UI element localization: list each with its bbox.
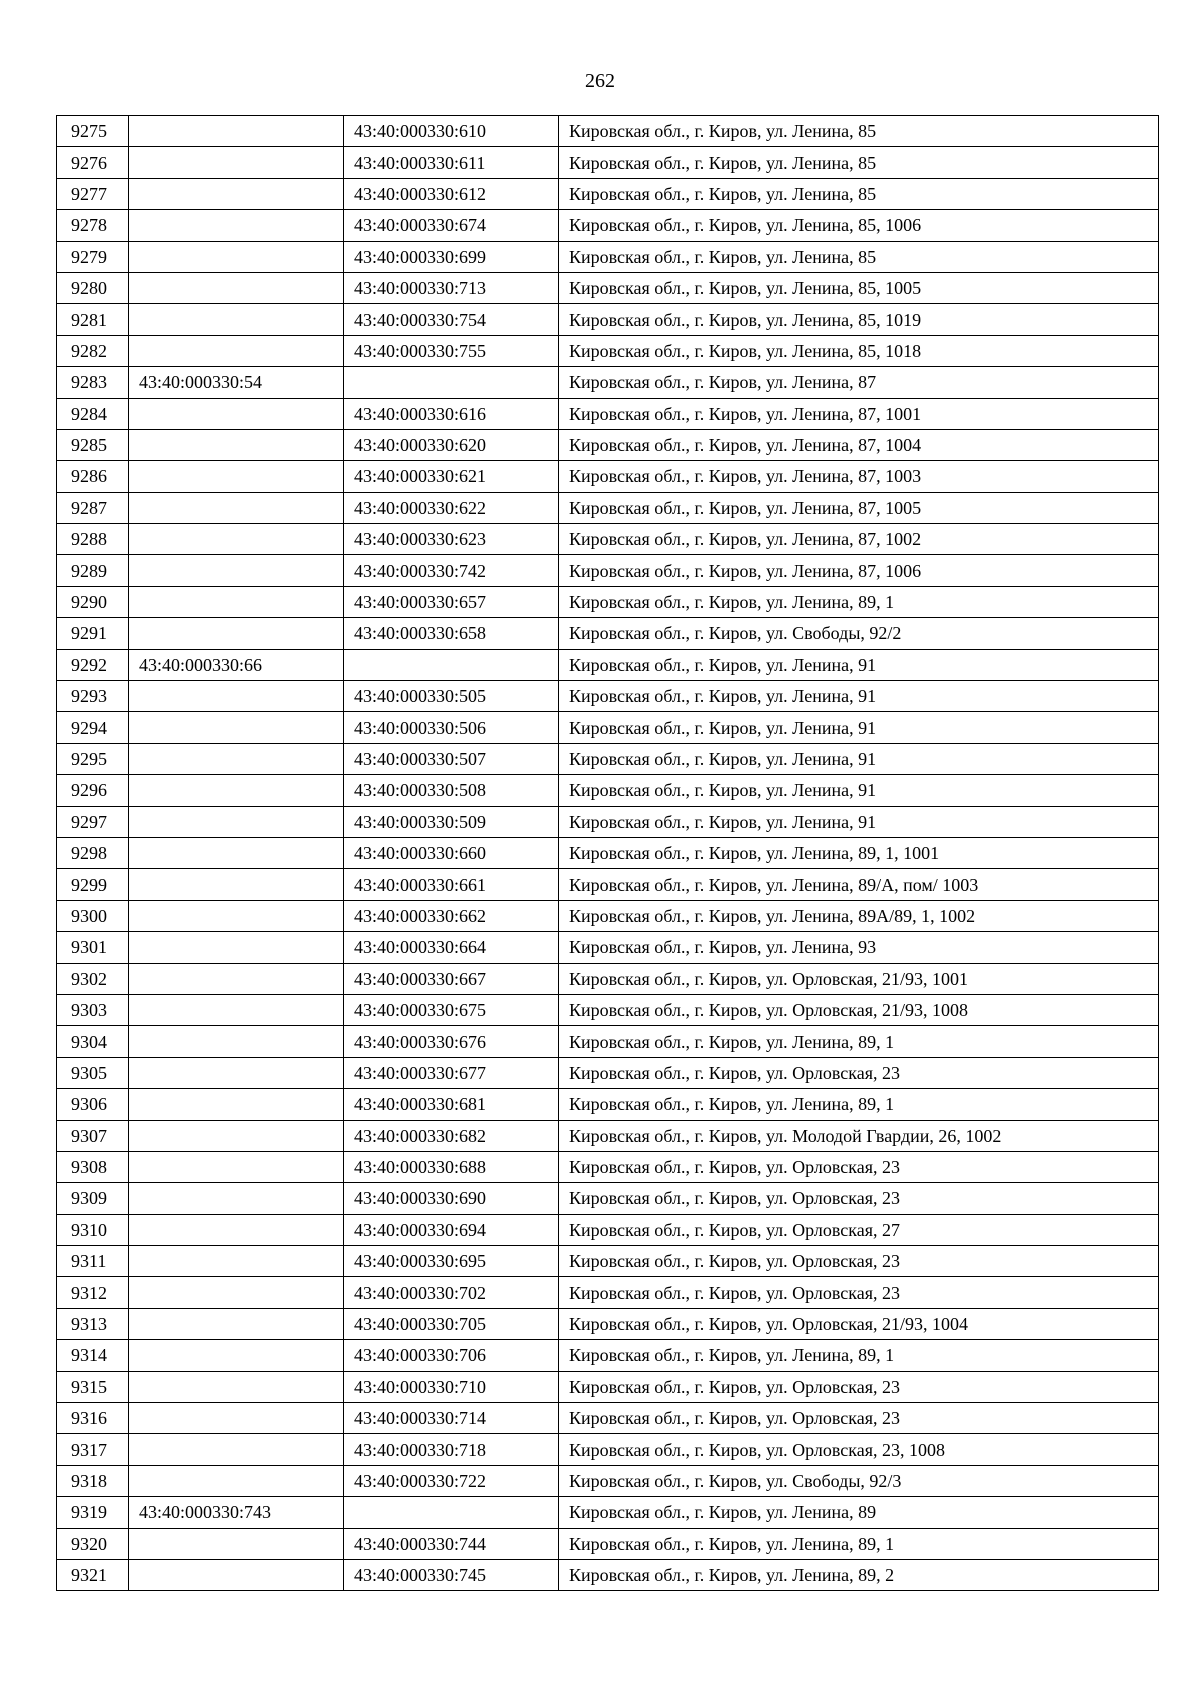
table-row <box>57 1465 1159 1496</box>
land-parcel-number-cell <box>129 1528 344 1559</box>
row-number-cell: 9286 <box>57 461 129 492</box>
object-cadastral-number-cell: 43:40:000330:623 <box>344 524 559 555</box>
object-cadastral-number-cell: 43:40:000330:611 <box>344 147 559 178</box>
table-row <box>57 618 1159 649</box>
land-parcel-number-cell <box>129 900 344 931</box>
table-row <box>57 461 1159 492</box>
table-row <box>57 963 1159 994</box>
address-cell: Кировская обл., г. Киров, ул. Орловская, 23 <box>559 1151 1159 1182</box>
address-cell: Кировская обл., г. Киров, ул. Орловская, 23 <box>559 1277 1159 1308</box>
land-parcel-number-cell <box>129 837 344 868</box>
land-parcel-number-cell <box>129 429 344 460</box>
object-cadastral-number-cell: 43:40:000330:622 <box>344 492 559 523</box>
land-parcel-number-cell <box>129 618 344 649</box>
address-cell: Кировская обл., г. Киров, ул. Ленина, 85, 1006 <box>559 210 1159 241</box>
land-parcel-number-cell <box>129 210 344 241</box>
address-cell: Кировская обл., г. Киров, ул. Ленина, 87, 1004 <box>559 429 1159 460</box>
table-row <box>57 1151 1159 1182</box>
row-number-cell: 9315 <box>57 1371 129 1402</box>
address-cell: Кировская обл., г. Киров, ул. Молодой Гвардии, 26, 1002 <box>559 1120 1159 1151</box>
table-row <box>57 1277 1159 1308</box>
row-number-cell: 9294 <box>57 712 129 743</box>
land-parcel-number-cell <box>129 1151 344 1182</box>
table-row <box>57 1434 1159 1465</box>
land-parcel-number-cell <box>129 1371 344 1402</box>
row-number-cell: 9306 <box>57 1089 129 1120</box>
table-row <box>57 241 1159 272</box>
object-cadastral-number-cell: 43:40:000330:507 <box>344 743 559 774</box>
land-parcel-number-cell <box>129 1434 344 1465</box>
row-number-cell: 9279 <box>57 241 129 272</box>
object-cadastral-number-cell: 43:40:000330:612 <box>344 178 559 209</box>
row-number-cell: 9308 <box>57 1151 129 1182</box>
land-parcel-number-cell <box>129 1246 344 1277</box>
land-parcel-number-cell <box>129 806 344 837</box>
land-parcel-number-cell <box>129 492 344 523</box>
row-number-cell: 9304 <box>57 1026 129 1057</box>
land-parcel-number-cell <box>129 586 344 617</box>
object-cadastral-number-cell: 43:40:000330:681 <box>344 1089 559 1120</box>
object-cadastral-number-cell: 43:40:000330:705 <box>344 1308 559 1339</box>
row-number-cell: 9293 <box>57 681 129 712</box>
address-cell: Кировская обл., г. Киров, ул. Орловская, 23 <box>559 1246 1159 1277</box>
object-cadastral-number-cell: 43:40:000330:755 <box>344 335 559 366</box>
table-row <box>57 806 1159 837</box>
row-number-cell: 9289 <box>57 555 129 586</box>
address-cell: Кировская обл., г. Киров, ул. Орловская, 21/93, 1001 <box>559 963 1159 994</box>
object-cadastral-number-cell: 43:40:000330:742 <box>344 555 559 586</box>
address-cell: Кировская обл., г. Киров, ул. Ленина, 91 <box>559 649 1159 680</box>
object-cadastral-number-cell: 43:40:000330:718 <box>344 1434 559 1465</box>
address-cell: Кировская обл., г. Киров, ул. Ленина, 85 <box>559 241 1159 272</box>
object-cadastral-number-cell: 43:40:000330:610 <box>344 116 559 147</box>
address-cell: Кировская обл., г. Киров, ул. Орловская, 21/93, 1008 <box>559 994 1159 1025</box>
object-cadastral-number-cell: 43:40:000330:694 <box>344 1214 559 1245</box>
table-row <box>57 900 1159 931</box>
land-parcel-number-cell <box>129 1089 344 1120</box>
row-number-cell: 9284 <box>57 398 129 429</box>
object-cadastral-number-cell: 43:40:000330:508 <box>344 775 559 806</box>
table-row <box>57 524 1159 555</box>
address-cell: Кировская обл., г. Киров, ул. Ленина, 91 <box>559 712 1159 743</box>
page-number: 262 <box>585 70 615 92</box>
object-cadastral-number-cell: 43:40:000330:505 <box>344 681 559 712</box>
row-number-cell: 9309 <box>57 1183 129 1214</box>
address-cell: Кировская обл., г. Киров, ул. Орловская, 23, 1008 <box>559 1434 1159 1465</box>
land-parcel-number-cell <box>129 743 344 774</box>
object-cadastral-number-cell: 43:40:000330:509 <box>344 806 559 837</box>
land-parcel-number-cell: 43:40:000330:66 <box>129 649 344 680</box>
land-parcel-number-cell <box>129 712 344 743</box>
land-parcel-number-cell <box>129 116 344 147</box>
land-parcel-number-cell <box>129 1120 344 1151</box>
table-row <box>57 712 1159 743</box>
object-cadastral-number-cell: 43:40:000330:713 <box>344 272 559 303</box>
table-row <box>57 1528 1159 1559</box>
land-parcel-number-cell <box>129 524 344 555</box>
row-number-cell: 9301 <box>57 932 129 963</box>
land-parcel-number-cell: 43:40:000330:743 <box>129 1497 344 1528</box>
row-number-cell: 9285 <box>57 429 129 460</box>
row-number-cell: 9290 <box>57 586 129 617</box>
address-cell: Кировская обл., г. Киров, ул. Ленина, 91 <box>559 775 1159 806</box>
address-cell: Кировская обл., г. Киров, ул. Ленина, 89А/89, 1, 1002 <box>559 900 1159 931</box>
row-number-cell: 9277 <box>57 178 129 209</box>
table-row <box>57 681 1159 712</box>
table-row <box>57 1308 1159 1339</box>
registry-table <box>56 115 1159 1591</box>
object-cadastral-number-cell <box>344 367 559 398</box>
object-cadastral-number-cell: 43:40:000330:699 <box>344 241 559 272</box>
table-row <box>57 304 1159 335</box>
table-row <box>57 1403 1159 1434</box>
land-parcel-number-cell <box>129 335 344 366</box>
object-cadastral-number-cell: 43:40:000330:745 <box>344 1559 559 1590</box>
address-cell: Кировская обл., г. Киров, ул. Ленина, 87, 1001 <box>559 398 1159 429</box>
row-number-cell: 9295 <box>57 743 129 774</box>
row-number-cell: 9311 <box>57 1246 129 1277</box>
address-cell: Кировская обл., г. Киров, ул. Ленина, 89, 1 <box>559 1528 1159 1559</box>
land-parcel-number-cell <box>129 1340 344 1371</box>
row-number-cell: 9281 <box>57 304 129 335</box>
table-row <box>57 367 1159 398</box>
address-cell: Кировская обл., г. Киров, ул. Орловская, 27 <box>559 1214 1159 1245</box>
address-cell: Кировская обл., г. Киров, ул. Ленина, 89, 1, 1001 <box>559 837 1159 868</box>
address-cell: Кировская обл., г. Киров, ул. Свободы, 92/3 <box>559 1465 1159 1496</box>
land-parcel-number-cell <box>129 272 344 303</box>
land-parcel-number-cell <box>129 398 344 429</box>
land-parcel-number-cell <box>129 1559 344 1590</box>
row-number-cell: 9297 <box>57 806 129 837</box>
address-cell: Кировская обл., г. Киров, ул. Орловская, 23 <box>559 1057 1159 1088</box>
address-cell: Кировская обл., г. Киров, ул. Ленина, 89 <box>559 1497 1159 1528</box>
object-cadastral-number-cell: 43:40:000330:674 <box>344 210 559 241</box>
address-cell: Кировская обл., г. Киров, ул. Орловская, 23 <box>559 1403 1159 1434</box>
address-cell: Кировская обл., г. Киров, ул. Ленина, 91 <box>559 743 1159 774</box>
table-row <box>57 1089 1159 1120</box>
table-row <box>57 837 1159 868</box>
land-parcel-number-cell <box>129 1277 344 1308</box>
object-cadastral-number-cell: 43:40:000330:744 <box>344 1528 559 1559</box>
table-row <box>57 272 1159 303</box>
registry-table-body <box>57 116 1159 1591</box>
address-cell: Кировская обл., г. Киров, ул. Ленина, 91 <box>559 806 1159 837</box>
object-cadastral-number-cell: 43:40:000330:664 <box>344 932 559 963</box>
land-parcel-number-cell <box>129 1183 344 1214</box>
row-number-cell: 9299 <box>57 869 129 900</box>
object-cadastral-number-cell <box>344 1497 559 1528</box>
land-parcel-number-cell <box>129 775 344 806</box>
table-row <box>57 1026 1159 1057</box>
table-row <box>57 932 1159 963</box>
land-parcel-number-cell <box>129 555 344 586</box>
object-cadastral-number-cell: 43:40:000330:714 <box>344 1403 559 1434</box>
land-parcel-number-cell <box>129 1214 344 1245</box>
land-parcel-number-cell <box>129 963 344 994</box>
address-cell: Кировская обл., г. Киров, ул. Орловская, 23 <box>559 1183 1159 1214</box>
address-cell: Кировская обл., г. Киров, ул. Ленина, 85 <box>559 178 1159 209</box>
row-number-cell: 9321 <box>57 1559 129 1590</box>
land-parcel-number-cell <box>129 461 344 492</box>
table-row <box>57 994 1159 1025</box>
row-number-cell: 9296 <box>57 775 129 806</box>
row-number-cell: 9314 <box>57 1340 129 1371</box>
row-number-cell: 9287 <box>57 492 129 523</box>
table-row <box>57 398 1159 429</box>
object-cadastral-number-cell: 43:40:000330:754 <box>344 304 559 335</box>
row-number-cell: 9282 <box>57 335 129 366</box>
object-cadastral-number-cell: 43:40:000330:506 <box>344 712 559 743</box>
table-row <box>57 210 1159 241</box>
table-row <box>57 492 1159 523</box>
object-cadastral-number-cell: 43:40:000330:682 <box>344 1120 559 1151</box>
land-parcel-number-cell <box>129 1057 344 1088</box>
row-number-cell: 9302 <box>57 963 129 994</box>
table-row <box>57 1340 1159 1371</box>
object-cadastral-number-cell: 43:40:000330:677 <box>344 1057 559 1088</box>
land-parcel-number-cell <box>129 241 344 272</box>
object-cadastral-number-cell: 43:40:000330:661 <box>344 869 559 900</box>
object-cadastral-number-cell: 43:40:000330:620 <box>344 429 559 460</box>
address-cell: Кировская обл., г. Киров, ул. Ленина, 89, 1 <box>559 1026 1159 1057</box>
table-row <box>57 1183 1159 1214</box>
row-number-cell: 9305 <box>57 1057 129 1088</box>
row-number-cell: 9317 <box>57 1434 129 1465</box>
table-row <box>57 116 1159 147</box>
row-number-cell: 9303 <box>57 994 129 1025</box>
row-number-cell: 9283 <box>57 367 129 398</box>
row-number-cell: 9280 <box>57 272 129 303</box>
table-row <box>57 1246 1159 1277</box>
land-parcel-number-cell <box>129 147 344 178</box>
table-row <box>57 775 1159 806</box>
address-cell: Кировская обл., г. Киров, ул. Ленина, 85 <box>559 147 1159 178</box>
table-row <box>57 555 1159 586</box>
land-parcel-number-cell <box>129 178 344 209</box>
row-number-cell: 9312 <box>57 1277 129 1308</box>
row-number-cell: 9276 <box>57 147 129 178</box>
land-parcel-number-cell <box>129 304 344 335</box>
object-cadastral-number-cell: 43:40:000330:695 <box>344 1246 559 1277</box>
address-cell: Кировская обл., г. Киров, ул. Свободы, 92/2 <box>559 618 1159 649</box>
row-number-cell: 9318 <box>57 1465 129 1496</box>
object-cadastral-number-cell: 43:40:000330:658 <box>344 618 559 649</box>
object-cadastral-number-cell: 43:40:000330:722 <box>344 1465 559 1496</box>
land-parcel-number-cell <box>129 681 344 712</box>
table-row <box>57 178 1159 209</box>
object-cadastral-number-cell: 43:40:000330:616 <box>344 398 559 429</box>
land-parcel-number-cell <box>129 994 344 1025</box>
table-row <box>57 743 1159 774</box>
table-row <box>57 429 1159 460</box>
row-number-cell: 9291 <box>57 618 129 649</box>
address-cell: Кировская обл., г. Киров, ул. Ленина, 89, 1 <box>559 1340 1159 1371</box>
table-row <box>57 586 1159 617</box>
address-cell: Кировская обл., г. Киров, ул. Орловская, 21/93, 1004 <box>559 1308 1159 1339</box>
row-number-cell: 9320 <box>57 1528 129 1559</box>
land-parcel-number-cell <box>129 1403 344 1434</box>
object-cadastral-number-cell: 43:40:000330:690 <box>344 1183 559 1214</box>
address-cell: Кировская обл., г. Киров, ул. Ленина, 85 <box>559 116 1159 147</box>
row-number-cell: 9307 <box>57 1120 129 1151</box>
row-number-cell: 9300 <box>57 900 129 931</box>
object-cadastral-number-cell: 43:40:000330:706 <box>344 1340 559 1371</box>
land-parcel-number-cell <box>129 1308 344 1339</box>
table-row <box>57 1214 1159 1245</box>
address-cell: Кировская обл., г. Киров, ул. Ленина, 85, 1019 <box>559 304 1159 335</box>
row-number-cell: 9275 <box>57 116 129 147</box>
table-row <box>57 1497 1159 1528</box>
object-cadastral-number-cell: 43:40:000330:662 <box>344 900 559 931</box>
object-cadastral-number-cell <box>344 649 559 680</box>
row-number-cell: 9310 <box>57 1214 129 1245</box>
object-cadastral-number-cell: 43:40:000330:657 <box>344 586 559 617</box>
row-number-cell: 9278 <box>57 210 129 241</box>
land-parcel-number-cell <box>129 1026 344 1057</box>
row-number-cell: 9313 <box>57 1308 129 1339</box>
address-cell: Кировская обл., г. Киров, ул. Ленина, 91 <box>559 681 1159 712</box>
row-number-cell: 9298 <box>57 837 129 868</box>
object-cadastral-number-cell: 43:40:000330:702 <box>344 1277 559 1308</box>
land-parcel-number-cell <box>129 1465 344 1496</box>
table-row <box>57 147 1159 178</box>
table-row <box>57 869 1159 900</box>
table-row <box>57 335 1159 366</box>
object-cadastral-number-cell: 43:40:000330:675 <box>344 994 559 1025</box>
object-cadastral-number-cell: 43:40:000330:688 <box>344 1151 559 1182</box>
address-cell: Кировская обл., г. Киров, ул. Орловская, 23 <box>559 1371 1159 1402</box>
row-number-cell: 9288 <box>57 524 129 555</box>
object-cadastral-number-cell: 43:40:000330:667 <box>344 963 559 994</box>
object-cadastral-number-cell: 43:40:000330:710 <box>344 1371 559 1402</box>
table-row <box>57 1057 1159 1088</box>
address-cell: Кировская обл., г. Киров, ул. Ленина, 89, 2 <box>559 1559 1159 1590</box>
land-parcel-number-cell <box>129 869 344 900</box>
address-cell: Кировская обл., г. Киров, ул. Ленина, 87, 1002 <box>559 524 1159 555</box>
table-row <box>57 649 1159 680</box>
address-cell: Кировская обл., г. Киров, ул. Ленина, 87, 1005 <box>559 492 1159 523</box>
row-number-cell: 9292 <box>57 649 129 680</box>
address-cell: Кировская обл., г. Киров, ул. Ленина, 85, 1005 <box>559 272 1159 303</box>
object-cadastral-number-cell: 43:40:000330:621 <box>344 461 559 492</box>
address-cell: Кировская обл., г. Киров, ул. Ленина, 87 <box>559 367 1159 398</box>
address-cell: Кировская обл., г. Киров, ул. Ленина, 87, 1003 <box>559 461 1159 492</box>
object-cadastral-number-cell: 43:40:000330:676 <box>344 1026 559 1057</box>
row-number-cell: 9316 <box>57 1403 129 1434</box>
row-number-cell: 9319 <box>57 1497 129 1528</box>
table-row <box>57 1559 1159 1590</box>
land-parcel-number-cell: 43:40:000330:54 <box>129 367 344 398</box>
address-cell: Кировская обл., г. Киров, ул. Ленина, 89/А, пом/ 1003 <box>559 869 1159 900</box>
address-cell: Кировская обл., г. Киров, ул. Ленина, 89, 1 <box>559 1089 1159 1120</box>
object-cadastral-number-cell: 43:40:000330:660 <box>344 837 559 868</box>
table-row <box>57 1120 1159 1151</box>
address-cell: Кировская обл., г. Киров, ул. Ленина, 93 <box>559 932 1159 963</box>
land-parcel-number-cell <box>129 932 344 963</box>
address-cell: Кировская обл., г. Киров, ул. Ленина, 87, 1006 <box>559 555 1159 586</box>
address-cell: Кировская обл., г. Киров, ул. Ленина, 85, 1018 <box>559 335 1159 366</box>
table-row <box>57 1371 1159 1402</box>
address-cell: Кировская обл., г. Киров, ул. Ленина, 89, 1 <box>559 586 1159 617</box>
